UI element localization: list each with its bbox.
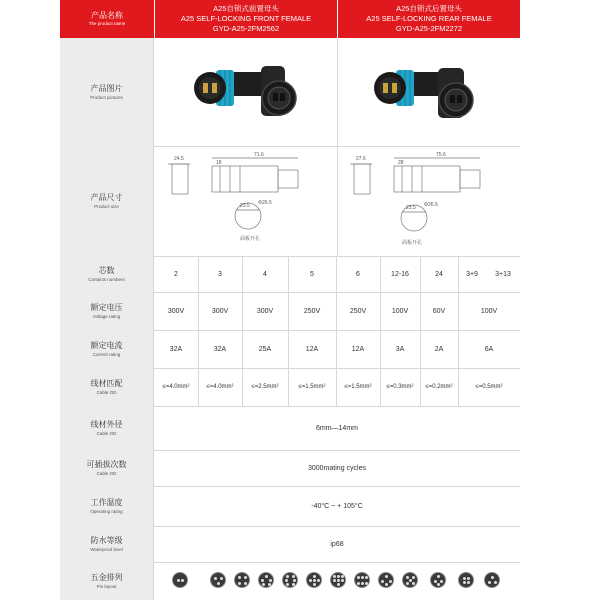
label-en: Voltage rating [92, 313, 121, 319]
voltage-cell: 300V [256, 307, 274, 315]
label-zh: 芯数 [98, 265, 115, 275]
front-dimension-drawing [160, 152, 336, 252]
current-cell: 3A [395, 345, 405, 353]
rear-dim-e: Φ26.5 [424, 202, 438, 208]
label-zh: 线材外径 [90, 419, 123, 429]
voltage-cell: 60V [432, 307, 446, 315]
rear-dimension-drawing [342, 152, 518, 252]
label-pin-layout [60, 562, 154, 600]
current-cell: 32A [213, 345, 227, 353]
label-en: Current rating [92, 351, 121, 357]
row-product-size [60, 146, 520, 256]
pin-layout-extra-icon [430, 572, 446, 588]
voltage-cell: 250V [349, 307, 367, 315]
row-cable-match [60, 368, 520, 406]
front-dim-a: 24.5 [174, 156, 184, 162]
pin-layout-12-icon [306, 572, 322, 588]
front-model: GYD-A25-2FM2562 [212, 24, 280, 33]
front-title-en: A25 SELF-LOCKING FRONT FEMALE [180, 14, 312, 23]
cable-cell: ≤=0.3mm² [386, 384, 414, 390]
label-en: Cable OD [96, 470, 117, 476]
label-zh: 产品尺寸 [90, 192, 123, 202]
front-dim-c: 71.6 [254, 152, 264, 158]
cable-cell: ≤=0.2mm² [425, 384, 453, 390]
row-temperature [60, 486, 520, 526]
header-rear-female [338, 0, 520, 38]
voltage-cell: 100V [480, 307, 498, 315]
voltage-cell: 250V [303, 307, 321, 315]
current-cell: 2A [434, 345, 444, 353]
label-zh: 线材匹配 [90, 378, 123, 388]
label-cable-match [60, 368, 154, 406]
front-dim-e: Φ26.5 [258, 200, 272, 206]
cable-cell: ≤=4.0mm² [162, 384, 190, 390]
voltage-cell: 300V [211, 307, 229, 315]
cable-cell: ≤=0.5mm² [475, 384, 503, 390]
cable-cell: ≤=1.5mm² [344, 384, 372, 390]
header-front-female [155, 0, 337, 38]
row-waterproof [60, 526, 520, 562]
header-label-zh: 产品名称 [91, 11, 123, 20]
row-product-pictures [60, 38, 520, 146]
label-zh: 五金排列 [90, 572, 123, 582]
row-voltage [60, 292, 520, 330]
contacts-6: 6 [356, 270, 360, 278]
contacts-5: 5 [310, 270, 314, 278]
label-cable-outer [60, 406, 154, 450]
cable-cell: ≤=1.5mm² [298, 384, 326, 390]
contacts-2: 2 [174, 270, 178, 278]
label-zh: 额定电压 [90, 302, 123, 312]
current-cell: 32A [169, 345, 183, 353]
row-cable-outer [60, 406, 520, 450]
current-cell: 25A [258, 345, 272, 353]
label-zh: 可插拔次数 [86, 459, 127, 469]
pin-layout-3p9-icon [378, 572, 394, 588]
rear-title-en: A25 SELF-LOCKING REAR FEMALE [366, 14, 492, 23]
row-contacts [60, 256, 520, 292]
pin-layout-3p13-icon [402, 572, 418, 588]
rear-dim-b: 28 [398, 160, 404, 166]
header-label-en: The product name [88, 21, 126, 26]
header-label [60, 0, 154, 38]
label-en: Cable OD [96, 389, 117, 395]
contacts-4: 4 [263, 270, 267, 278]
contacts-12-16: 12-16 [391, 270, 409, 278]
cable-cell: ≤=4.0mm² [206, 384, 234, 390]
row-pin-layout [60, 562, 520, 600]
label-en: Product size [94, 203, 119, 209]
voltage-cell: 300V [167, 307, 185, 315]
contacts-3: 3 [218, 270, 222, 278]
front-dim-b: 18 [216, 160, 222, 166]
temperature-value: -40°C ~ + 105°C [311, 502, 363, 510]
mating-value: 3000mating cycles [308, 464, 366, 472]
pin-layout-24-icon [354, 572, 370, 588]
row-mating [60, 450, 520, 486]
pin-layout-extra3-icon [484, 572, 500, 588]
label-waterproof [60, 526, 154, 562]
label-mating [60, 450, 154, 486]
front-caption: 面板开孔 [240, 236, 261, 242]
label-en: Waterproof level [90, 546, 123, 552]
label-en: Product pictures [90, 94, 123, 100]
rear-dim-a: 27.6 [356, 156, 366, 162]
label-voltage [60, 292, 154, 330]
pin-layout-4-icon [234, 572, 250, 588]
label-zh: 工作温度 [90, 497, 123, 507]
rear-connector-photo [356, 58, 496, 133]
row-current [60, 330, 520, 368]
label-zh: 额定电流 [90, 340, 123, 350]
front-connector-photo [176, 58, 316, 133]
contacts-3p9: 3+9 [466, 270, 478, 278]
pin-layout-5-icon [258, 572, 274, 588]
label-en: Cable OD [96, 430, 117, 436]
current-cell: 6A [484, 345, 494, 353]
label-en: Pin layout [96, 583, 117, 589]
pin-layout-extra2-icon [458, 572, 474, 588]
current-cell: 12A [351, 345, 365, 353]
label-en: Contacts numbers [88, 276, 125, 282]
contacts-3p13: 3+13 [495, 270, 511, 278]
label-product-pictures [60, 38, 154, 146]
contacts-24: 24 [435, 270, 443, 278]
label-temperature [60, 486, 154, 526]
front-dim-d: 23.5 [240, 203, 250, 209]
rear-model: GYD-A25-2FM2272 [395, 24, 463, 33]
label-en: Operating rating [90, 508, 123, 514]
rear-dim-d: 23.5 [406, 205, 416, 211]
label-zh: 防水等级 [90, 535, 123, 545]
cable-outer-value: 6mm—14mm [315, 424, 358, 432]
label-zh: 产品图片 [90, 83, 123, 93]
label-product-size [60, 146, 154, 256]
rear-title-zh: A25自锁式后置母头 [396, 4, 462, 13]
label-contacts [60, 256, 154, 292]
front-title-zh: A25自锁式前置母头 [213, 4, 279, 13]
pin-layout-2-icon [172, 572, 188, 588]
cable-cell: ≤=2.5mm² [251, 384, 279, 390]
voltage-cell: 100V [391, 307, 409, 315]
pin-layout-3-icon [210, 572, 226, 588]
waterproof-value: ip68 [330, 540, 344, 548]
rear-caption: 面板开孔 [402, 240, 423, 246]
rear-dim-c: 75.6 [436, 152, 446, 158]
label-current [60, 330, 154, 368]
current-cell: 12A [305, 345, 319, 353]
spec-sheet [60, 0, 520, 600]
pin-layout-16-icon [330, 572, 346, 588]
pin-layout-6-icon [282, 572, 298, 588]
